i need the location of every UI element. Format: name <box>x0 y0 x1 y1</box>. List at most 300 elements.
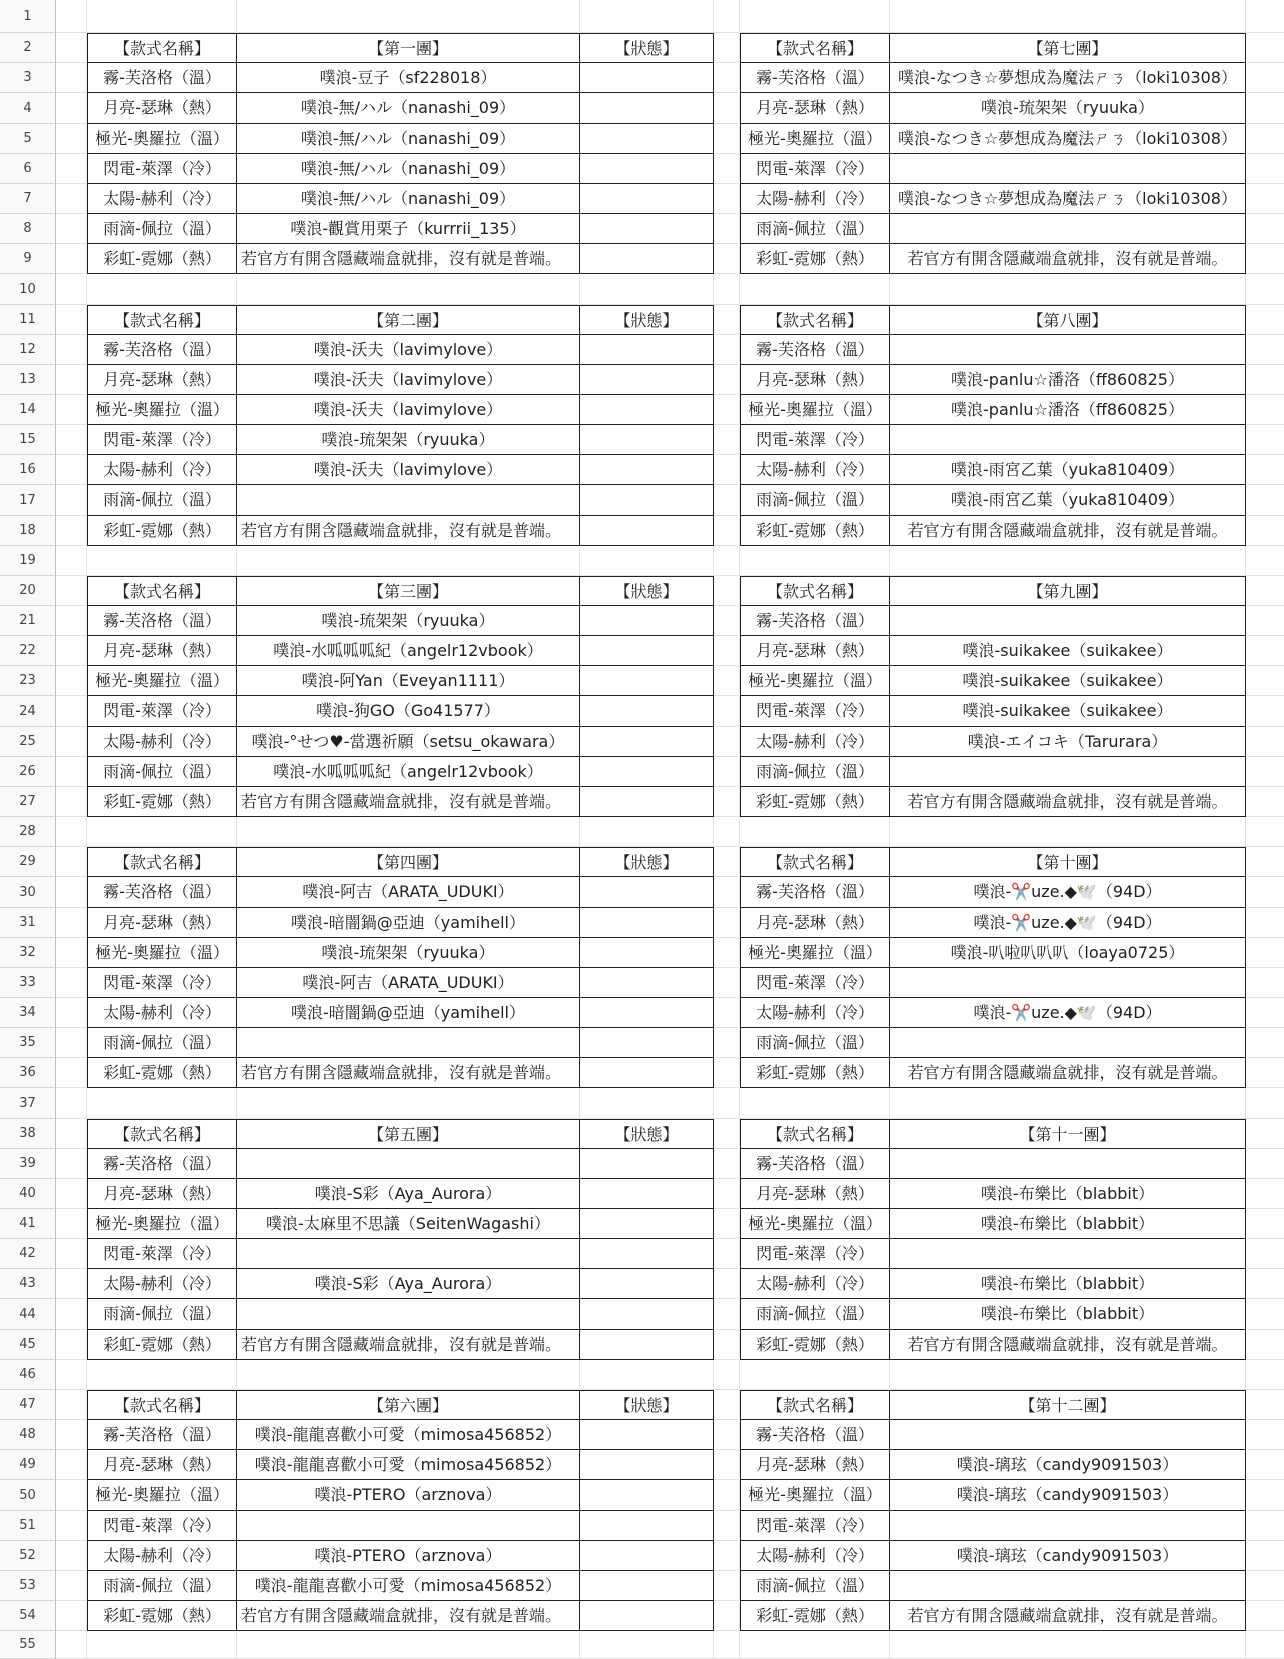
member-cell[interactable]: 若官方有開含隱藏端盒就排，沒有就是普端。 <box>237 1601 580 1631</box>
member-cell[interactable]: 噗浪-布樂比（blabbit） <box>890 1299 1246 1330</box>
member-cell[interactable]: 噗浪-布樂比（blabbit） <box>890 1209 1246 1239</box>
row-number[interactable]: 45 <box>0 1330 56 1360</box>
member-cell[interactable]: 若官方有開含隱藏端盒就排，沒有就是普端。 <box>890 1058 1246 1088</box>
sheet-row <box>0 1119 1284 1149</box>
status-cell[interactable] <box>580 154 714 184</box>
group-title-cell[interactable]: 【第十一團】 <box>890 1119 1246 1149</box>
row-number[interactable]: 54 <box>0 1601 56 1631</box>
style-name-cell[interactable]: 閃電-萊澤（冷） <box>87 696 237 727</box>
member-cell[interactable]: 若官方有開含隱藏端盒就排，沒有就是普端。 <box>237 1058 580 1088</box>
status-cell[interactable] <box>580 1330 714 1360</box>
style-name-cell[interactable]: 太陽-赫利（冷） <box>740 727 890 757</box>
member-cell[interactable]: 噗浪-✂️uze.◆🕊️（94D） <box>890 877 1246 908</box>
style-name-cell[interactable]: 閃電-萊澤（冷） <box>87 1239 237 1269</box>
status-cell[interactable] <box>580 1571 714 1601</box>
member-cell[interactable]: 若官方有開含隱藏端盒就排，沒有就是普端。 <box>890 244 1246 274</box>
style-name-cell[interactable]: 閃電-萊澤（冷） <box>740 154 890 184</box>
style-header-cell[interactable]: 【款式名稱】 <box>87 305 237 335</box>
member-cell[interactable] <box>890 214 1246 244</box>
style-name-cell[interactable]: 閃電-萊澤（冷） <box>740 696 890 727</box>
row-number[interactable]: 32 <box>0 938 56 968</box>
style-name-cell[interactable]: 月亮-瑟琳（熱） <box>87 1179 237 1209</box>
style-name-cell[interactable]: 雨滴-佩拉（溫） <box>740 1299 890 1330</box>
style-name-cell[interactable]: 月亮-瑟琳（熱） <box>740 908 890 938</box>
row-number[interactable]: 35 <box>0 1028 56 1058</box>
status-cell[interactable] <box>580 787 714 817</box>
style-name-cell[interactable]: 彩虹-霓娜（熱） <box>740 516 890 546</box>
style-name-cell[interactable]: 月亮-瑟琳（熱） <box>740 1179 890 1209</box>
style-name-cell[interactable]: 閃電-萊澤（冷） <box>87 1511 237 1541</box>
member-cell[interactable] <box>890 1420 1246 1450</box>
member-cell[interactable] <box>890 425 1246 455</box>
row-number[interactable]: 37 <box>0 1088 56 1119</box>
style-name-cell[interactable]: 極光-奧羅拉（溫） <box>740 1209 890 1239</box>
style-header-cell[interactable]: 【款式名稱】 <box>87 1390 237 1420</box>
member-cell[interactable]: 噗浪-PTERO（arznova） <box>237 1541 580 1571</box>
member-cell[interactable]: 噗浪-龍龍喜歡小可愛（mimosa456852） <box>237 1571 580 1601</box>
member-cell[interactable]: 噗浪-なつき☆夢想成為魔法ㄕㄋ（loki10308） <box>890 124 1246 154</box>
row-number[interactable]: 50 <box>0 1480 56 1511</box>
status-cell[interactable] <box>580 1149 714 1179</box>
row-number[interactable]: 8 <box>0 214 56 244</box>
style-name-cell[interactable]: 彩虹-霓娜（熱） <box>87 516 237 546</box>
member-cell[interactable] <box>890 606 1246 636</box>
member-cell[interactable]: 噗浪-暗闇鍋@亞迪（yamihell） <box>237 908 580 938</box>
style-name-cell[interactable]: 月亮-瑟琳（熱） <box>87 636 237 666</box>
member-cell[interactable]: 噗浪-阿吉（ARATA_UDUKI） <box>237 968 580 998</box>
style-name-cell[interactable]: 極光-奧羅拉（溫） <box>87 938 237 968</box>
group-title-cell[interactable]: 【第三團】 <box>237 576 580 606</box>
status-cell[interactable] <box>580 124 714 154</box>
row-number[interactable]: 17 <box>0 485 56 516</box>
member-cell[interactable]: 噗浪-panlu☆潘洛（ff860825） <box>890 395 1246 425</box>
member-cell[interactable]: 噗浪-布樂比（blabbit） <box>890 1269 1246 1299</box>
style-name-cell[interactable]: 極光-奧羅拉（溫） <box>87 1209 237 1239</box>
style-name-cell[interactable]: 月亮-瑟琳（熱） <box>87 908 237 938</box>
member-cell[interactable] <box>890 1239 1246 1269</box>
member-cell[interactable]: 若官方有開含隱藏端盒就排，沒有就是普端。 <box>890 787 1246 817</box>
status-cell[interactable] <box>580 1239 714 1269</box>
style-name-cell[interactable]: 太陽-赫利（冷） <box>87 1541 237 1571</box>
row-number[interactable]: 21 <box>0 606 56 636</box>
row-number[interactable]: 29 <box>0 847 56 877</box>
status-cell[interactable] <box>580 1179 714 1209</box>
member-cell[interactable]: 噗浪-龍龍喜歡小可愛（mimosa456852） <box>237 1420 580 1450</box>
member-cell[interactable]: 噗浪-琉架架（ryuuka） <box>237 606 580 636</box>
style-name-cell[interactable]: 極光-奧羅拉（溫） <box>87 1480 237 1511</box>
group-title-cell[interactable]: 【第五團】 <box>237 1119 580 1149</box>
style-name-cell[interactable]: 極光-奧羅拉（溫） <box>87 395 237 425</box>
group-title-cell[interactable]: 【第九團】 <box>890 576 1246 606</box>
member-cell[interactable] <box>890 1511 1246 1541</box>
status-cell[interactable] <box>580 485 714 516</box>
row-number[interactable]: 3 <box>0 63 56 93</box>
status-cell[interactable] <box>580 63 714 93</box>
sheet-row <box>0 1450 1284 1480</box>
status-cell[interactable] <box>580 1480 714 1511</box>
style-name-cell[interactable]: 霧-芙洛格（溫） <box>87 1420 237 1450</box>
style-name-cell[interactable]: 彩虹-霓娜（熱） <box>740 1058 890 1088</box>
style-name-cell[interactable]: 太陽-赫利（冷） <box>87 455 237 485</box>
member-cell[interactable] <box>890 1149 1246 1179</box>
row-number[interactable]: 28 <box>0 817 56 847</box>
row-number[interactable]: 53 <box>0 1571 56 1601</box>
row-number[interactable]: 55 <box>0 1631 56 1659</box>
row-number[interactable]: 38 <box>0 1119 56 1149</box>
row-number[interactable]: 34 <box>0 998 56 1028</box>
style-name-cell[interactable]: 霧-芙洛格（溫） <box>87 877 237 908</box>
style-header-cell[interactable]: 【款式名稱】 <box>740 1119 890 1149</box>
group-title-cell[interactable]: 【第十二團】 <box>890 1390 1246 1420</box>
member-cell[interactable]: 噗浪-雨宮乙葉（yuka810409） <box>890 455 1246 485</box>
row-number[interactable]: 39 <box>0 1149 56 1179</box>
status-cell[interactable] <box>580 938 714 968</box>
style-name-cell[interactable]: 極光-奧羅拉（溫） <box>740 666 890 696</box>
style-name-cell[interactable]: 月亮-瑟琳（熱） <box>740 636 890 666</box>
style-name-cell[interactable]: 閃電-萊澤（冷） <box>740 1239 890 1269</box>
member-cell[interactable]: 噗浪-雨宮乙葉（yuka810409） <box>890 485 1246 516</box>
member-cell[interactable]: 若官方有開含隱藏端盒就排，沒有就是普端。 <box>890 516 1246 546</box>
member-cell[interactable] <box>890 757 1246 787</box>
row-number[interactable]: 11 <box>0 305 56 335</box>
status-header-cell[interactable]: 【狀態】 <box>580 576 714 606</box>
status-header-cell[interactable]: 【狀態】 <box>580 1390 714 1420</box>
status-cell[interactable] <box>580 214 714 244</box>
member-cell[interactable]: 噗浪-琉架架（ryuuka） <box>890 93 1246 124</box>
member-cell[interactable] <box>890 968 1246 998</box>
style-name-cell[interactable]: 雨滴-佩拉（溫） <box>87 485 237 516</box>
member-cell[interactable]: 若官方有開含隱藏端盒就排，沒有就是普端。 <box>237 244 580 274</box>
member-cell[interactable]: 若官方有開含隱藏端盒就排，沒有就是普端。 <box>237 787 580 817</box>
member-cell[interactable]: 噗浪-龍龍喜歡小可愛（mimosa456852） <box>237 1450 580 1480</box>
member-cell[interactable]: 噗浪-沃夫（lavimylove） <box>237 455 580 485</box>
style-name-cell[interactable]: 彩虹-霓娜（熱） <box>87 1601 237 1631</box>
status-cell[interactable] <box>580 696 714 727</box>
member-cell[interactable]: 噗浪-狗GO（Go41577） <box>237 696 580 727</box>
status-cell[interactable] <box>580 1299 714 1330</box>
status-header-cell[interactable]: 【狀態】 <box>580 305 714 335</box>
style-header-cell[interactable]: 【款式名稱】 <box>740 847 890 877</box>
style-header-cell[interactable]: 【款式名稱】 <box>87 576 237 606</box>
style-name-cell[interactable]: 閃電-萊澤（冷） <box>87 968 237 998</box>
row-number[interactable]: 5 <box>0 124 56 154</box>
status-cell[interactable] <box>580 1028 714 1058</box>
style-name-cell[interactable]: 極光-奧羅拉（溫） <box>740 395 890 425</box>
member-cell[interactable] <box>890 1028 1246 1058</box>
style-header-cell[interactable]: 【款式名稱】 <box>87 1119 237 1149</box>
style-name-cell[interactable]: 月亮-瑟琳（熱） <box>740 93 890 124</box>
style-name-cell[interactable]: 霧-芙洛格（溫） <box>740 1420 890 1450</box>
sheet-row <box>0 1390 1284 1420</box>
style-name-cell[interactable]: 極光-奧羅拉（溫） <box>740 1480 890 1511</box>
group-title-cell[interactable]: 【第二團】 <box>237 305 580 335</box>
member-cell[interactable]: 噗浪-水呱呱呱紀（angelr12vbook） <box>237 636 580 666</box>
style-name-cell[interactable]: 霧-芙洛格（溫） <box>87 335 237 365</box>
row-number[interactable]: 36 <box>0 1058 56 1088</box>
style-name-cell[interactable]: 極光-奧羅拉（溫） <box>740 938 890 968</box>
member-cell[interactable]: 噗浪-沃夫（lavimylove） <box>237 335 580 365</box>
row-number[interactable]: 7 <box>0 184 56 214</box>
row-number[interactable]: 25 <box>0 727 56 757</box>
status-cell[interactable] <box>580 244 714 274</box>
style-name-cell[interactable]: 彩虹-霓娜（熱） <box>87 1058 237 1088</box>
sheet-row <box>0 33 1284 63</box>
row-number[interactable]: 27 <box>0 787 56 817</box>
status-header-cell[interactable]: 【狀態】 <box>580 847 714 877</box>
member-cell[interactable]: 噗浪-琉架架（ryuuka） <box>237 425 580 455</box>
member-cell[interactable]: 噗浪-なつき☆夢想成為魔法ㄕㄋ（loki10308） <box>890 184 1246 214</box>
style-header-cell[interactable]: 【款式名稱】 <box>740 33 890 63</box>
member-cell[interactable]: 噗浪-布樂比（blabbit） <box>890 1179 1246 1209</box>
style-name-cell[interactable]: 彩虹-霓娜（熱） <box>740 787 890 817</box>
row-number[interactable]: 33 <box>0 968 56 998</box>
row-number[interactable]: 10 <box>0 274 56 305</box>
member-cell[interactable]: 噗浪-沃夫（lavimylove） <box>237 395 580 425</box>
style-name-cell[interactable]: 霧-芙洛格（溫） <box>87 1149 237 1179</box>
status-cell[interactable] <box>580 757 714 787</box>
member-cell[interactable]: 噗浪-S彩（Aya_Aurora） <box>237 1179 580 1209</box>
member-cell[interactable]: 噗浪-璃玹（candy9091503） <box>890 1450 1246 1480</box>
member-cell[interactable]: 噗浪-豆子（sf228018） <box>237 63 580 93</box>
style-header-cell[interactable]: 【款式名稱】 <box>87 33 237 63</box>
status-cell[interactable] <box>580 335 714 365</box>
row-number[interactable]: 24 <box>0 696 56 727</box>
row-number[interactable]: 40 <box>0 1179 56 1209</box>
member-cell[interactable] <box>237 1299 580 1330</box>
style-name-cell[interactable]: 霧-芙洛格（溫） <box>740 1149 890 1179</box>
style-name-cell[interactable]: 月亮-瑟琳（熱） <box>87 93 237 124</box>
style-name-cell[interactable]: 霧-芙洛格（溫） <box>740 63 890 93</box>
style-name-cell[interactable]: 極光-奧羅拉（溫） <box>740 124 890 154</box>
style-name-cell[interactable]: 雨滴-佩拉（溫） <box>740 1571 890 1601</box>
status-cell[interactable] <box>580 1420 714 1450</box>
status-cell[interactable] <box>580 184 714 214</box>
status-cell[interactable] <box>580 666 714 696</box>
status-cell[interactable] <box>580 877 714 908</box>
status-cell[interactable] <box>580 365 714 395</box>
style-header-cell[interactable]: 【款式名稱】 <box>87 847 237 877</box>
style-name-cell[interactable]: 雨滴-佩拉（溫） <box>740 1028 890 1058</box>
style-name-cell[interactable]: 彩虹-霓娜（熱） <box>87 787 237 817</box>
row-number[interactable]: 46 <box>0 1360 56 1390</box>
row-number[interactable]: 22 <box>0 636 56 666</box>
group-title-cell[interactable]: 【第七團】 <box>890 33 1246 63</box>
style-name-cell[interactable]: 雨滴-佩拉（溫） <box>87 214 237 244</box>
member-cell[interactable]: 噗浪-✂️uze.◆🕊️（94D） <box>890 908 1246 938</box>
member-cell[interactable]: 噗浪-S彩（Aya_Aurora） <box>237 1269 580 1299</box>
style-name-cell[interactable]: 彩虹-霓娜（熱） <box>740 244 890 274</box>
member-cell[interactable] <box>237 1239 580 1269</box>
style-name-cell[interactable]: 月亮-瑟琳（熱） <box>740 365 890 395</box>
member-cell[interactable]: 噗浪-阿Yan（Eveyan1111） <box>237 666 580 696</box>
member-cell[interactable]: 噗浪-なつき☆夢想成為魔法ㄕㄋ（loki10308） <box>890 63 1246 93</box>
style-name-cell[interactable]: 極光-奧羅拉（溫） <box>87 124 237 154</box>
status-cell[interactable] <box>580 1058 714 1088</box>
row-number[interactable]: 47 <box>0 1390 56 1420</box>
status-header-cell[interactable]: 【狀態】 <box>580 1119 714 1149</box>
style-name-cell[interactable]: 月亮-瑟琳（熱） <box>87 1450 237 1480</box>
member-cell[interactable]: 噗浪-無/ハル（nanashi_09） <box>237 93 580 124</box>
style-name-cell[interactable]: 彩虹-霓娜（熱） <box>87 244 237 274</box>
style-name-cell[interactable]: 太陽-赫利（冷） <box>87 998 237 1028</box>
row-number[interactable]: 48 <box>0 1420 56 1450</box>
member-cell[interactable]: 噗浪-水呱呱呱紀（angelr12vbook） <box>237 757 580 787</box>
style-name-cell[interactable]: 雨滴-佩拉（溫） <box>740 757 890 787</box>
style-name-cell[interactable]: 雨滴-佩拉（溫） <box>740 214 890 244</box>
status-cell[interactable] <box>580 606 714 636</box>
status-cell[interactable] <box>580 998 714 1028</box>
status-header-cell[interactable]: 【狀態】 <box>580 33 714 63</box>
style-header-cell[interactable]: 【款式名稱】 <box>740 305 890 335</box>
member-cell[interactable]: 若官方有開含隱藏端盒就排，沒有就是普端。 <box>890 1601 1246 1631</box>
row-number[interactable]: 51 <box>0 1511 56 1541</box>
row-number[interactable]: 31 <box>0 908 56 938</box>
status-cell[interactable] <box>580 1209 714 1239</box>
style-name-cell[interactable]: 雨滴-佩拉（溫） <box>87 1299 237 1330</box>
status-cell[interactable] <box>580 1450 714 1480</box>
style-name-cell[interactable]: 彩虹-霓娜（熱） <box>87 1330 237 1360</box>
member-cell[interactable]: 噗浪-沃夫（lavimylove） <box>237 365 580 395</box>
style-name-cell[interactable]: 霧-芙洛格（溫） <box>740 606 890 636</box>
status-cell[interactable] <box>580 93 714 124</box>
row-number[interactable]: 2 <box>0 33 56 63</box>
member-cell[interactable]: 噗浪-無/ハル（nanashi_09） <box>237 154 580 184</box>
member-cell[interactable]: 噗浪-suikakee（suikakee） <box>890 696 1246 727</box>
row-number[interactable]: 43 <box>0 1269 56 1299</box>
member-cell[interactable]: 噗浪-太麻里不思議（SeitenWagashi） <box>237 1209 580 1239</box>
group-title-cell[interactable]: 【第六團】 <box>237 1390 580 1420</box>
group-title-cell[interactable]: 【第八團】 <box>890 305 1246 335</box>
style-name-cell[interactable]: 霧-芙洛格（溫） <box>87 63 237 93</box>
row-number[interactable]: 44 <box>0 1299 56 1330</box>
member-cell[interactable] <box>237 1149 580 1179</box>
style-name-cell[interactable]: 太陽-赫利（冷） <box>740 1541 890 1571</box>
group-title-cell[interactable]: 【第四團】 <box>237 847 580 877</box>
member-cell[interactable]: 噗浪-璃玹（candy9091503） <box>890 1541 1246 1571</box>
status-cell[interactable] <box>580 727 714 757</box>
member-cell[interactable] <box>890 154 1246 184</box>
status-cell[interactable] <box>580 1541 714 1571</box>
sheet-row <box>0 696 1284 727</box>
row-number[interactable]: 41 <box>0 1209 56 1239</box>
row-number[interactable]: 1 <box>0 0 56 33</box>
style-header-cell[interactable]: 【款式名稱】 <box>740 576 890 606</box>
status-cell[interactable] <box>580 1601 714 1631</box>
status-cell[interactable] <box>580 395 714 425</box>
status-cell[interactable] <box>580 636 714 666</box>
status-cell[interactable] <box>580 455 714 485</box>
member-cell[interactable]: 若官方有開含隱藏端盒就排，沒有就是普端。 <box>237 1330 580 1360</box>
style-name-cell[interactable]: 太陽-赫利（冷） <box>740 1269 890 1299</box>
style-name-cell[interactable]: 太陽-赫利（冷） <box>87 727 237 757</box>
status-cell[interactable] <box>580 1269 714 1299</box>
member-cell[interactable]: 噗浪-panlu☆潘洛（ff860825） <box>890 365 1246 395</box>
style-name-cell[interactable]: 太陽-赫利（冷） <box>740 184 890 214</box>
member-cell[interactable] <box>237 1028 580 1058</box>
status-cell[interactable] <box>580 1511 714 1541</box>
member-cell[interactable]: 噗浪-エイコキ（Tarurara） <box>890 727 1246 757</box>
style-name-cell[interactable]: 閃電-萊澤（冷） <box>87 154 237 184</box>
style-name-cell[interactable]: 雨滴-佩拉（溫） <box>87 1571 237 1601</box>
style-name-cell[interactable]: 彩虹-霓娜（熱） <box>740 1601 890 1631</box>
status-cell[interactable] <box>580 516 714 546</box>
member-cell[interactable]: 噗浪-觀賞用栗子（kurrrii_135） <box>237 214 580 244</box>
style-name-cell[interactable]: 極光-奧羅拉（溫） <box>87 666 237 696</box>
style-name-cell[interactable]: 月亮-瑟琳（熱） <box>740 1450 890 1480</box>
style-name-cell[interactable]: 太陽-赫利（冷） <box>740 455 890 485</box>
row-number[interactable]: 52 <box>0 1541 56 1571</box>
member-cell[interactable]: 噗浪-PTERO（arznova） <box>237 1480 580 1511</box>
style-name-cell[interactable]: 霧-芙洛格（溫） <box>740 335 890 365</box>
member-cell[interactable]: 噗浪-無/ハル（nanashi_09） <box>237 184 580 214</box>
style-name-cell[interactable]: 太陽-赫利（冷） <box>87 184 237 214</box>
style-name-cell[interactable]: 彩虹-霓娜（熱） <box>740 1330 890 1360</box>
group-title-cell[interactable]: 【第一團】 <box>237 33 580 63</box>
style-header-cell[interactable]: 【款式名稱】 <box>740 1390 890 1420</box>
member-cell[interactable]: 噗浪-璃玹（candy9091503） <box>890 1480 1246 1511</box>
group-title-cell[interactable]: 【第十團】 <box>890 847 1246 877</box>
member-cell[interactable] <box>237 1511 580 1541</box>
member-cell[interactable]: 噗浪-suikakee（suikakee） <box>890 666 1246 696</box>
member-cell[interactable]: 噗浪-阿吉（ARATA_UDUKI） <box>237 877 580 908</box>
style-name-cell[interactable]: 閃電-萊澤（冷） <box>740 968 890 998</box>
member-cell[interactable] <box>237 485 580 516</box>
member-cell[interactable]: 噗浪-°せつ♥-當選祈願（setsu_okawara） <box>237 727 580 757</box>
style-name-cell[interactable]: 太陽-赫利（冷） <box>740 998 890 1028</box>
status-cell[interactable] <box>580 908 714 938</box>
member-cell[interactable]: 噗浪-琉架架（ryuuka） <box>237 938 580 968</box>
status-cell[interactable] <box>580 425 714 455</box>
status-cell[interactable] <box>580 968 714 998</box>
row-number[interactable]: 9 <box>0 244 56 274</box>
style-name-cell[interactable]: 月亮-瑟琳（熱） <box>87 365 237 395</box>
style-name-cell[interactable]: 雨滴-佩拉（溫） <box>87 757 237 787</box>
style-name-cell[interactable]: 閃電-萊澤（冷） <box>740 1511 890 1541</box>
row-number[interactable]: 20 <box>0 576 56 606</box>
row-number[interactable]: 19 <box>0 546 56 576</box>
row-number[interactable]: 49 <box>0 1450 56 1480</box>
row-number[interactable]: 23 <box>0 666 56 696</box>
style-name-cell[interactable]: 閃電-萊澤（冷） <box>740 425 890 455</box>
row-number[interactable]: 26 <box>0 757 56 787</box>
row-number[interactable]: 6 <box>0 154 56 184</box>
member-cell[interactable]: 噗浪-suikakee（suikakee） <box>890 636 1246 666</box>
member-cell[interactable]: 若官方有開含隱藏端盒就排，沒有就是普端。 <box>890 1330 1246 1360</box>
row-number[interactable]: 18 <box>0 516 56 546</box>
style-name-cell[interactable]: 太陽-赫利（冷） <box>87 1269 237 1299</box>
member-cell[interactable] <box>890 1571 1246 1601</box>
row-number[interactable]: 13 <box>0 365 56 395</box>
member-cell[interactable]: 噗浪-無/ハル（nanashi_09） <box>237 124 580 154</box>
style-name-cell[interactable]: 閃電-萊澤（冷） <box>87 425 237 455</box>
row-number[interactable]: 30 <box>0 877 56 908</box>
member-cell[interactable]: 若官方有開含隱藏端盒就排，沒有就是普端。 <box>237 516 580 546</box>
row-number[interactable]: 12 <box>0 335 56 365</box>
row-number[interactable]: 14 <box>0 395 56 425</box>
style-name-cell[interactable]: 雨滴-佩拉（溫） <box>87 1028 237 1058</box>
row-number[interactable]: 16 <box>0 455 56 485</box>
row-number[interactable]: 4 <box>0 93 56 124</box>
member-cell[interactable]: 噗浪-暗闇鍋@亞迪（yamihell） <box>237 998 580 1028</box>
row-number[interactable]: 42 <box>0 1239 56 1269</box>
style-name-cell[interactable]: 雨滴-佩拉（溫） <box>740 485 890 516</box>
member-cell[interactable] <box>890 335 1246 365</box>
member-cell[interactable]: 噗浪-✂️uze.◆🕊️（94D） <box>890 998 1246 1028</box>
style-name-cell[interactable]: 霧-芙洛格（溫） <box>740 877 890 908</box>
member-cell[interactable]: 噗浪-叭啦叭叭叭（loaya0725） <box>890 938 1246 968</box>
row-number[interactable]: 15 <box>0 425 56 455</box>
style-name-cell[interactable]: 霧-芙洛格（溫） <box>87 606 237 636</box>
